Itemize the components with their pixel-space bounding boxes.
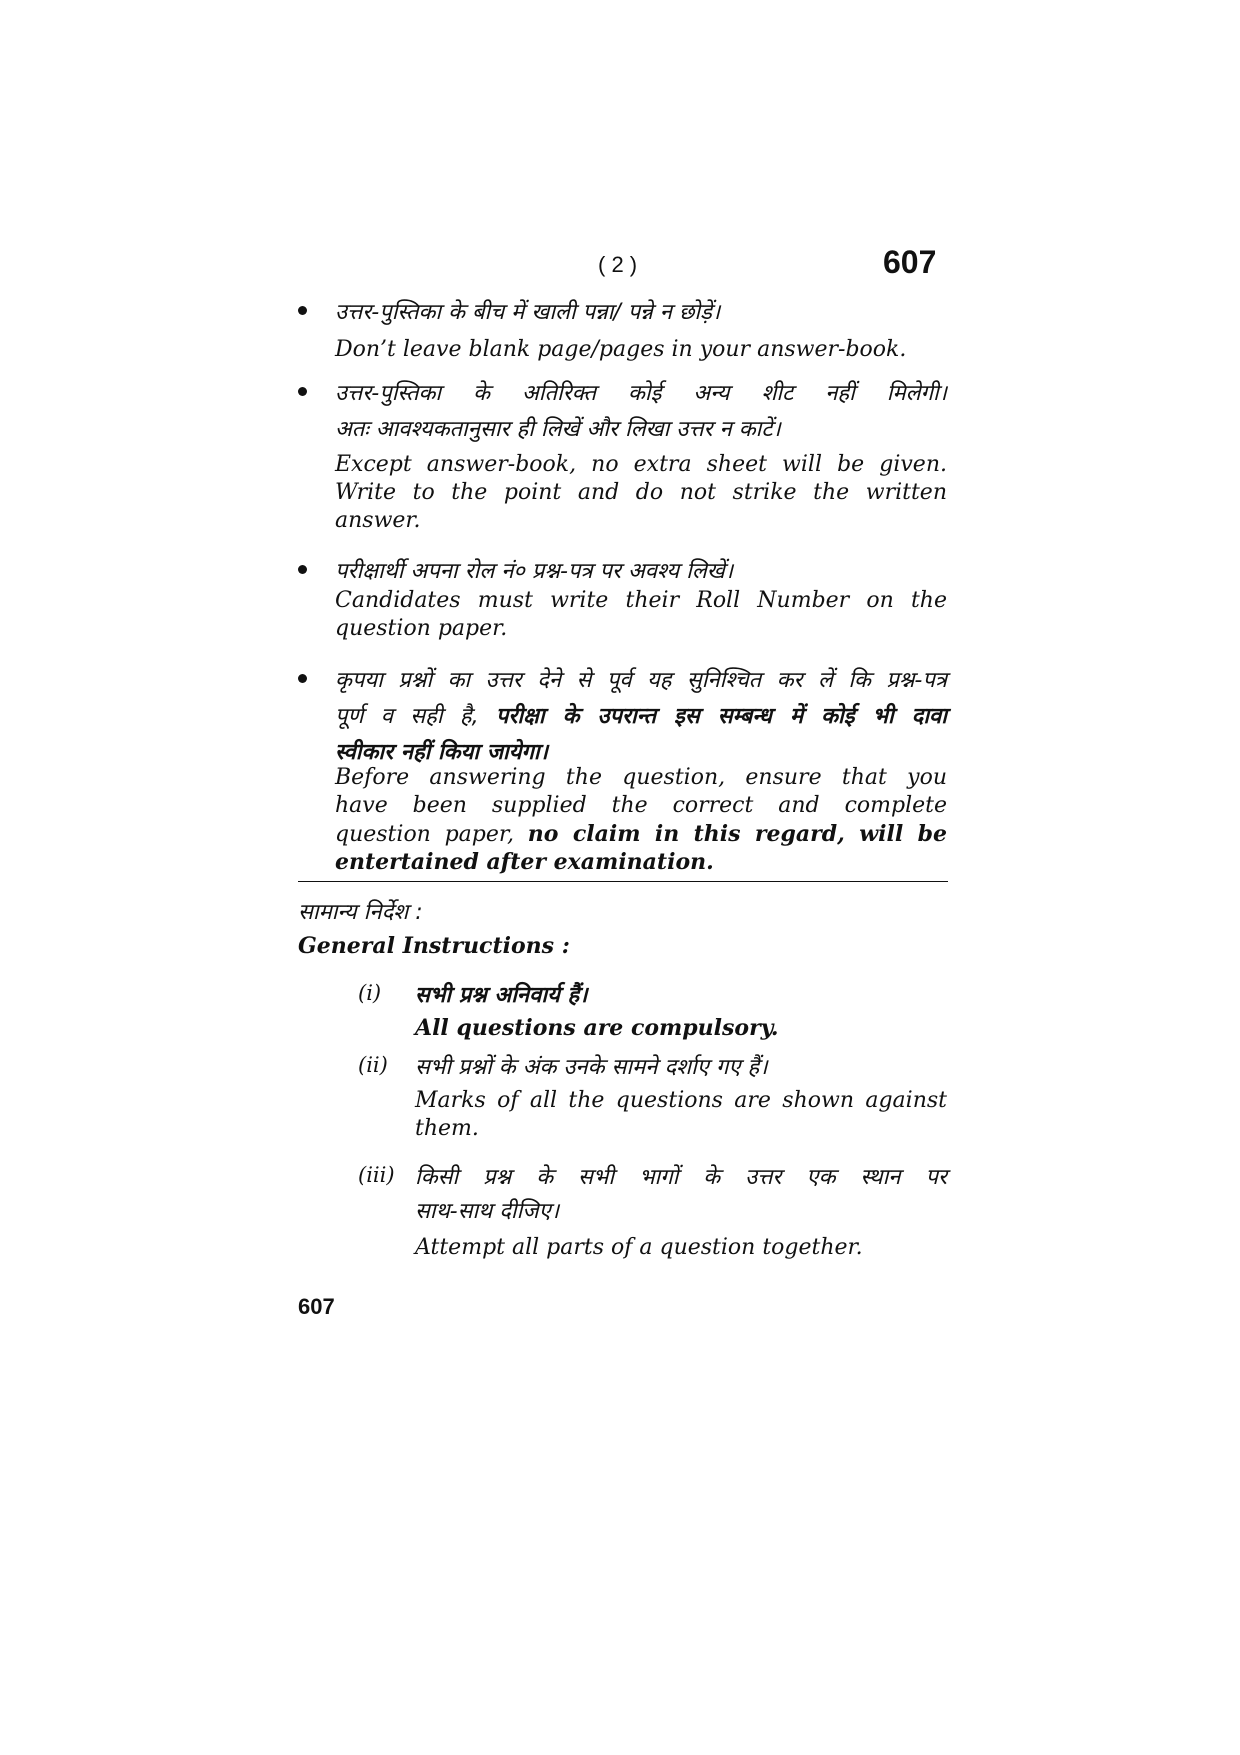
instruction-english-bold: entertained after examination. — [335, 849, 714, 875]
instruction-hindi — [335, 736, 548, 766]
instruction-hindi-bold: परीक्षा के उपरान्त इस सम्बन्ध में कोई भी दावा — [495, 704, 947, 729]
instruction-english — [335, 820, 947, 849]
instruction-english: Write to the point and do not strike the written — [335, 480, 947, 505]
instruction-english: Candidates must write their Roll Number on the — [335, 588, 947, 613]
instruction-english: Don’t leave blank page/pages in your answer-book. — [335, 337, 907, 362]
instruction-hindi-bold: स्वीकार नहीं किया जायेगा। — [335, 740, 548, 765]
page-number: ( 2 ) — [598, 252, 638, 277]
item-english: Attempt all parts of a question together. — [415, 1235, 863, 1260]
instruction-english — [335, 848, 714, 877]
instruction-english: have been supplied the correct and complete — [335, 793, 947, 818]
general-heading-hindi: सामान्य निर्देश : — [298, 900, 423, 925]
item-number: (iii) — [358, 1163, 395, 1187]
instruction-english: Before answering the question, ensure that you — [335, 765, 947, 790]
bullet-dot — [298, 387, 307, 396]
bullet-dot — [298, 565, 307, 574]
item-number: (ii) — [358, 1053, 388, 1077]
instruction-hindi: उत्तर-पुस्तिका के अतिरिक्त कोई अन्य शीट नहीं मिलेगी। — [335, 381, 947, 406]
instruction-hindi: उत्तर-पुस्तिका के बीच में खाली पन्ना/ पन्ने न छोड़ें। — [335, 300, 721, 325]
bullet-dot — [298, 674, 307, 683]
item-hindi: सभी प्रश्न अनिवार्य हैं। — [415, 983, 588, 1008]
instruction-english-bold: no claim in this regard, will be — [527, 821, 947, 847]
divider — [298, 881, 948, 882]
item-number: (i) — [358, 981, 382, 1005]
item-english: them. — [415, 1116, 479, 1141]
instruction-english: answer. — [335, 508, 421, 533]
instruction-english: question paper. — [335, 616, 508, 641]
instruction-english: Except answer-book, no extra sheet will be given. — [335, 452, 947, 477]
instruction-english-plain: question paper, — [335, 822, 514, 847]
instruction-hindi-plain: पूर्ण व सही है, — [335, 704, 479, 729]
instruction-hindi: कृपया प्रश्नों का उत्तर देने से पूर्व यह सुनिश्चित कर लें कि प्रश्न-पत्र — [335, 668, 947, 693]
instruction-hindi — [335, 700, 947, 730]
item-english: Marks of all the questions are shown against — [415, 1088, 947, 1113]
paper-code-bottom: 607 — [298, 1294, 335, 1319]
paper-code-top: 607 — [883, 244, 937, 280]
item-hindi: किसी प्रश्न के सभी भागों के उत्तर एक स्थान पर — [415, 1165, 947, 1190]
instruction-hindi: परीक्षार्थी अपना रोल नं० प्रश्न-पत्र पर अवश्य लिखें। — [335, 559, 734, 584]
general-heading-english: General Instructions : — [298, 933, 570, 959]
item-hindi: साथ-साथ दीजिए। — [415, 1199, 560, 1224]
instruction-hindi: अतः आवश्यकतानुसार ही लिखें और लिखा उत्तर न काटें। — [335, 417, 781, 442]
bullet-dot — [298, 306, 307, 315]
item-english: All questions are compulsory. — [415, 1015, 779, 1041]
item-hindi: सभी प्रश्नों के अंक उनके सामने दर्शाए गए हैं। — [415, 1055, 768, 1080]
